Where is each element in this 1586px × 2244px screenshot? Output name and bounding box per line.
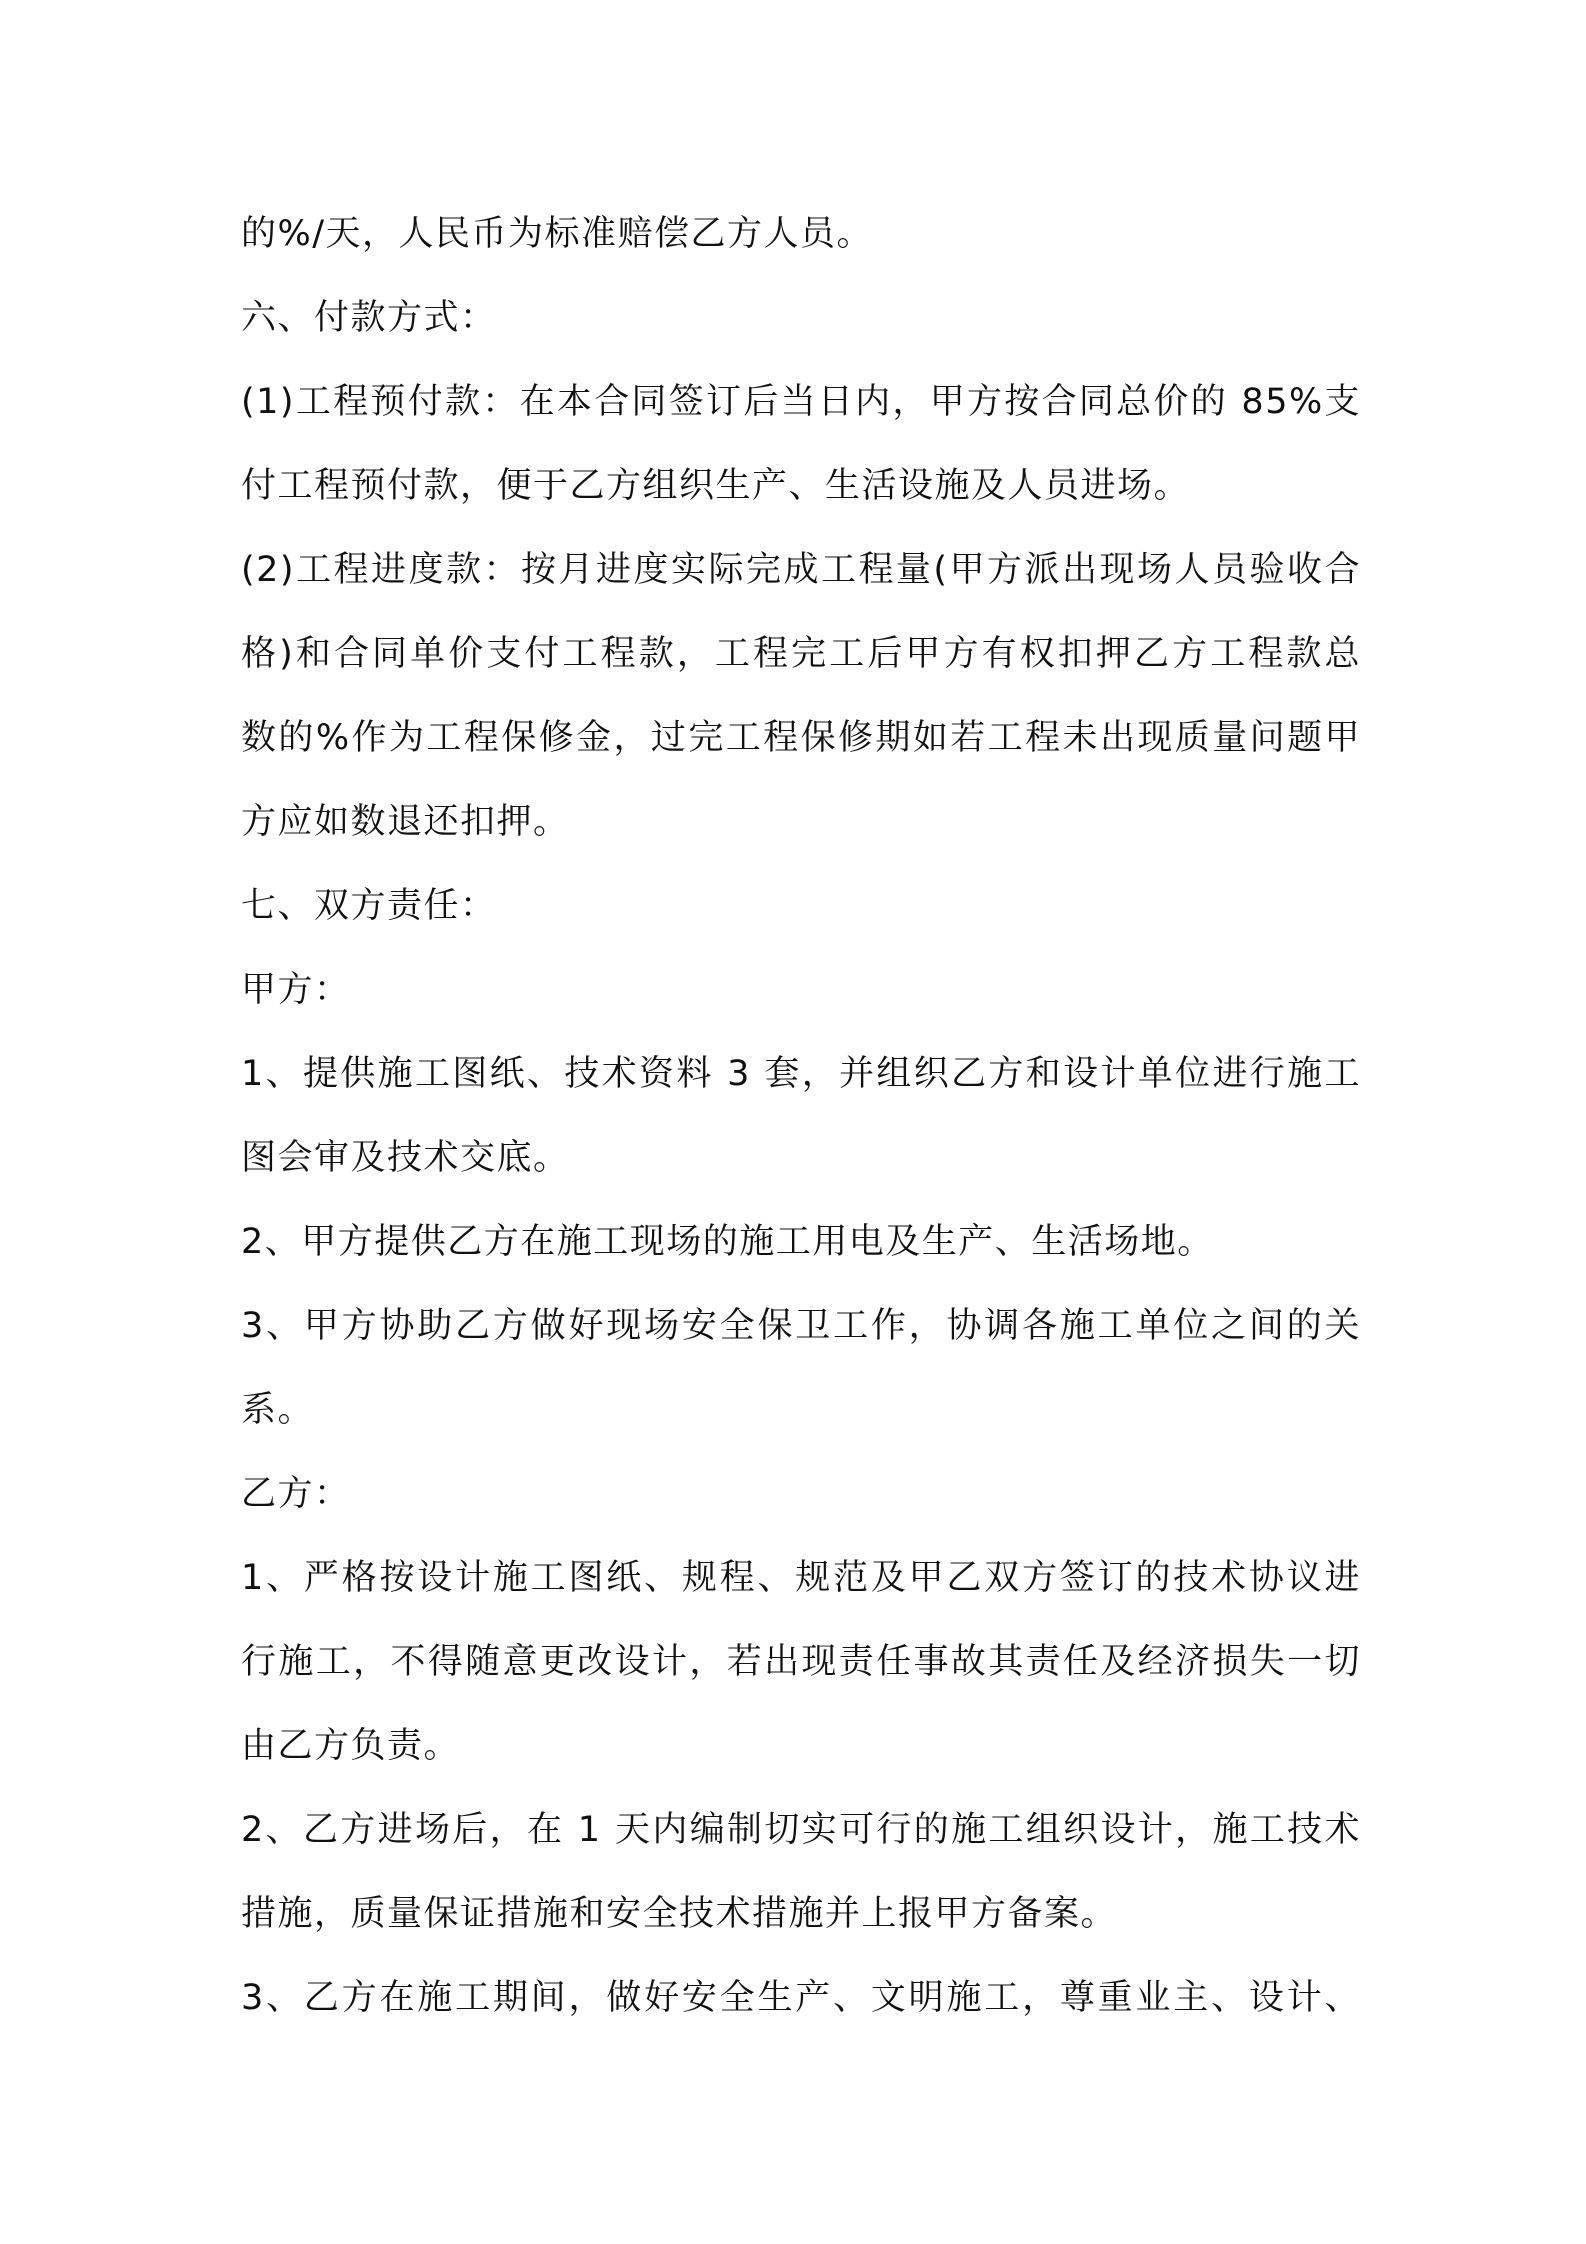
- text-line: 2、甲方提供乙方在施工现场的施工用电及生产、生活场地。: [241, 1222, 1214, 1262]
- text-line: 措施，质量保证措施和安全技术措施并上报甲方备案。: [241, 1894, 1118, 1934]
- text-line: 数的%作为工程保修金，过完工程保修期如若工程未出现质量问题甲: [241, 718, 1361, 758]
- section-heading-responsibilities: 七、双方责任：: [241, 886, 497, 926]
- text-line: 3、甲方协助乙方做好现场安全保卫工作，协调各施工单位之间的关: [241, 1306, 1361, 1346]
- document-body: [241, 192, 1361, 2040]
- text-line: 方应如数退还扣押。: [241, 802, 570, 842]
- party-b-heading: 乙方：: [241, 1474, 351, 1514]
- text-line: 系。: [241, 1390, 315, 1430]
- text-line: 付工程预付款，便于乙方组织生产、生活设施及人员进场。: [241, 466, 1191, 506]
- text-line: 图会审及技术交底。: [241, 1138, 570, 1178]
- text-line: 2、乙方进场后，在 1 天内编制切实可行的施工组织设计，施工技术: [241, 1810, 1361, 1850]
- text-line: (2)工程进度款：按月进度实际完成工程量(甲方派出现场人员验收合: [241, 550, 1361, 590]
- text-line: 格)和合同单价支付工程款，工程完工后甲方有权扣押乙方工程款总: [241, 634, 1361, 674]
- text-line: (1)工程预付款：在本合同签订后当日内，甲方按合同总价的 85%支: [241, 382, 1361, 422]
- text-line: 1、严格按设计施工图纸、规程、规范及甲乙双方签订的技术协议进: [241, 1558, 1361, 1598]
- text-line: 1、提供施工图纸、技术资料 3 套，并组织乙方和设计单位进行施工: [241, 1054, 1361, 1094]
- section-heading-payment: 六、付款方式：: [241, 298, 497, 338]
- text-line: 行施工，不得随意更改设计，若出现责任事故其责任及经济损失一切: [241, 1642, 1361, 1682]
- party-a-heading: 甲方：: [241, 970, 351, 1010]
- text-line: 的%/天，人民币为标准赔偿乙方人员。: [241, 214, 874, 254]
- text-line: 由乙方负责。: [241, 1726, 461, 1766]
- text-line: 3、乙方在施工期间，做好安全生产、文明施工，尊重业主、设计、: [241, 1978, 1361, 2018]
